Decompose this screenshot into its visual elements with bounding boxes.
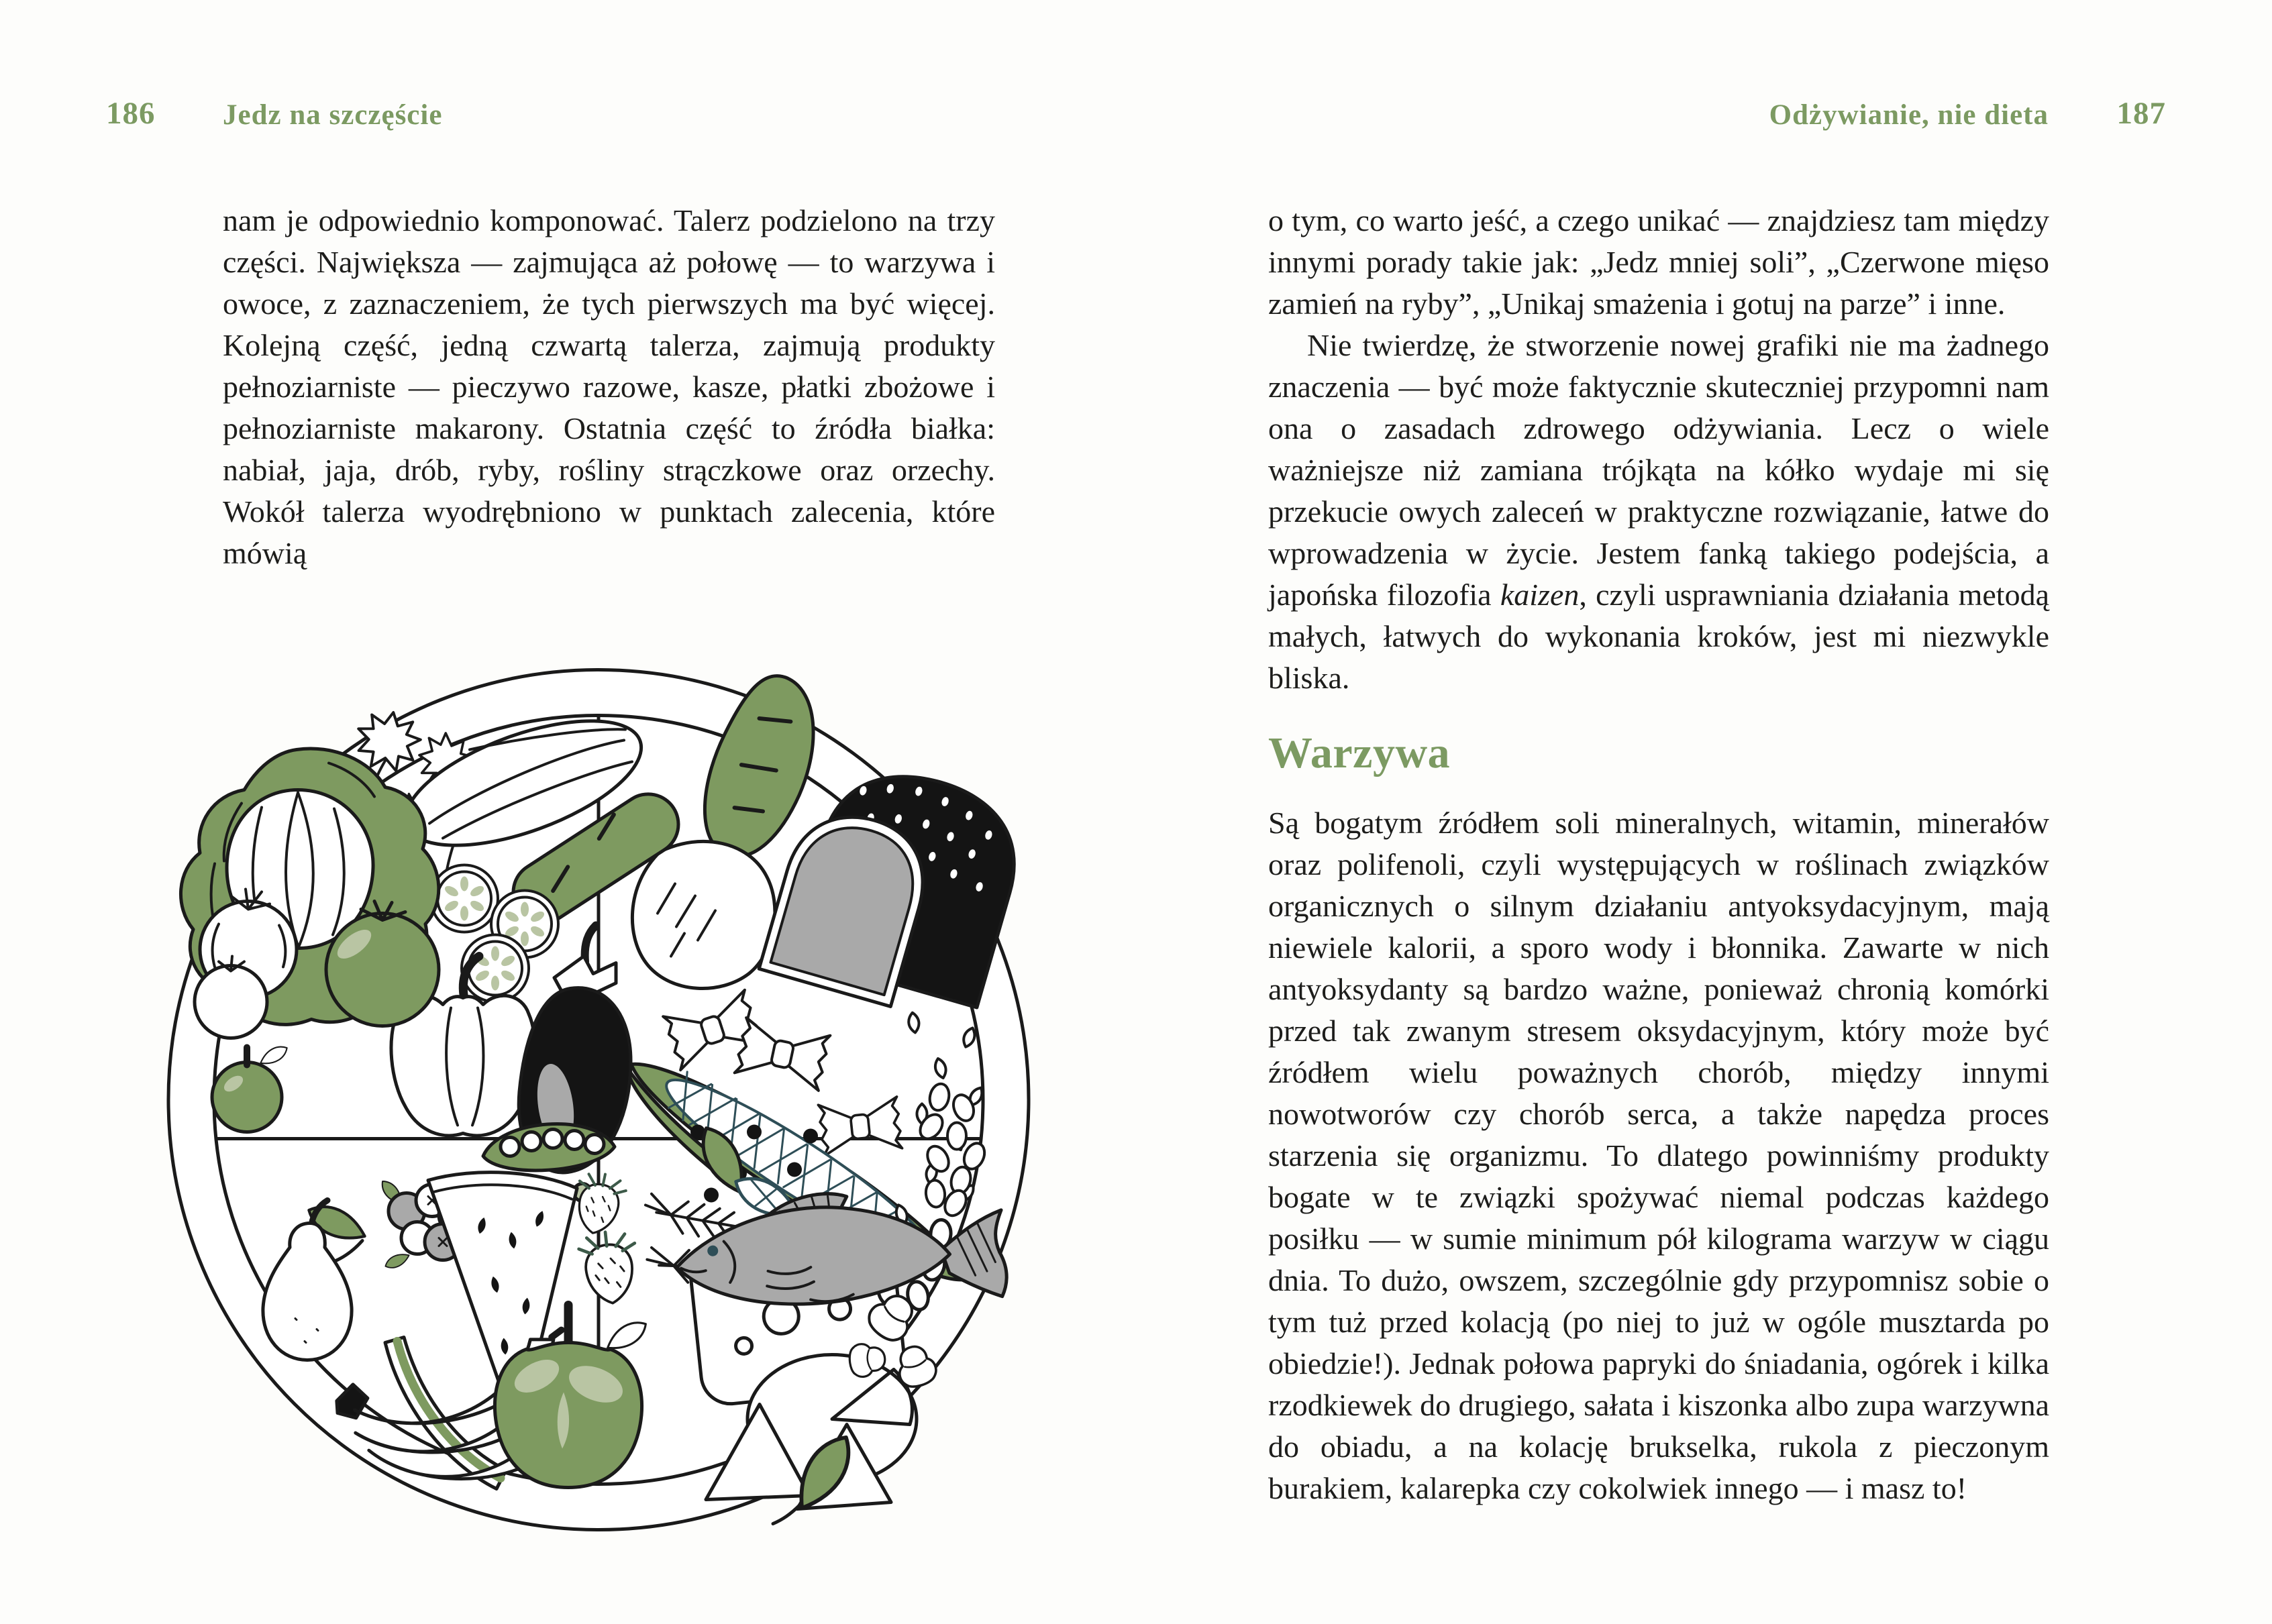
plate-svg <box>161 661 1037 1539</box>
left-paragraph: nam je odpowiednio komponować. Talerz podzielono na trzy części. Największa — zajmująca aż połowę — to warzywa i owoce, z zaznaczeniem, że tych pierwszych ma być więcej. Kolejną część, jedną czwartą talerza, zajmują produkty pełnoziarniste — pieczywo razowe, kasze, płatki zbożowe i pełnoziarniste makarony. Ostatnia część to źródła białka: nabiał, jaja, drób, ryby, rośliny strączkowe oraz orzechy. Wokół talerza wyodrębniono w punktach zalecenia, które mówią <box>223 203 995 570</box>
left-body-text <box>223 200 995 574</box>
warzywa-paragraph: Są bogatym źródłem soli mineralnych, witamin, minerałów oraz polifenoli, czyli występujących w roślinach związków organicznych o silnym działaniu antyoksydacyjnym, mają niewiele kalorii, a sporo wody i błonnika. Zawarte w nich antyoksydanty są bardzo ważne, ponieważ chronią komórki przed tak zwanym stresem oksydacyjnym, który może być źródłem wielu poważnych chorób, między innymi nowotworów czy chorób serca, a także napędza proces starzenia się organizmu. To dlatego powinniśmy produkty bogate w te związki spożywać niemal podczas każdego posiłku — w sumie minimum pół kilograma warzyw w ciągu dnia. To dużo, owszem, szczególnie gdy przypomnisz sobie o tym tuż przed kolacją (po niej to już w ogóle musztarda po obiedzie!). Jednak połowa papryki do śniadania, ogórek i kilka rzodkiewek do drugiego, sałata i kiszonka albo zupa warzywna do obiadu, a na kolację brukselka, rukola z pieczonym burakiem, kalarepka czy cokolwiek innego — i masz to! <box>1268 806 2049 1505</box>
section-heading-warzywa: Warzywa <box>1268 728 1451 777</box>
right-paragraph-1: o tym, co warto jeść, a czego unikać — znajdziesz tam między innymi porady takie jak: „Jedz mniej soli”, „Czerwone mięso zamień na ryby”, „Unikaj smażenia i gotuj na parze” i inne. <box>1268 203 2049 321</box>
paragraph-2-text-after: , czyli usprawniania działania metodą małych, łatwych do wykonania kroków, jest mi niezwykle bliska. <box>1268 578 2049 695</box>
right-paragraph-2 <box>1268 325 2049 699</box>
healthy-plate-illustration <box>161 661 1037 1539</box>
kaizen-italic: kaizen <box>1500 578 1580 612</box>
potato-icon <box>632 841 774 988</box>
warzywa-section-text <box>1268 802 2049 1509</box>
page-number-left: 186 <box>106 96 156 131</box>
right-body-text <box>1268 200 2049 699</box>
paragraph-2-text: Nie twierdzę, że stworzenie nowej grafiki nie ma żadnego znaczenia — być może faktycznie skuteczniej przypomni nam ona o zasadach zdrowego odżywiania. Lecz o wiele ważniejsze niż zamiana trójkąta na kółko wydaje mi się przekucie owych zaleceń w praktyczne rozwiązanie, łatwe do wprowadzenia w życie. Jestem fanką takiego podejścia, a japońska filozofia <box>1268 328 2049 612</box>
page-number-right: 187 <box>2116 96 2166 131</box>
running-head-right: Odżywianie, nie dieta <box>1769 99 2049 131</box>
running-head-left: Jedz na szczęście <box>223 99 443 131</box>
